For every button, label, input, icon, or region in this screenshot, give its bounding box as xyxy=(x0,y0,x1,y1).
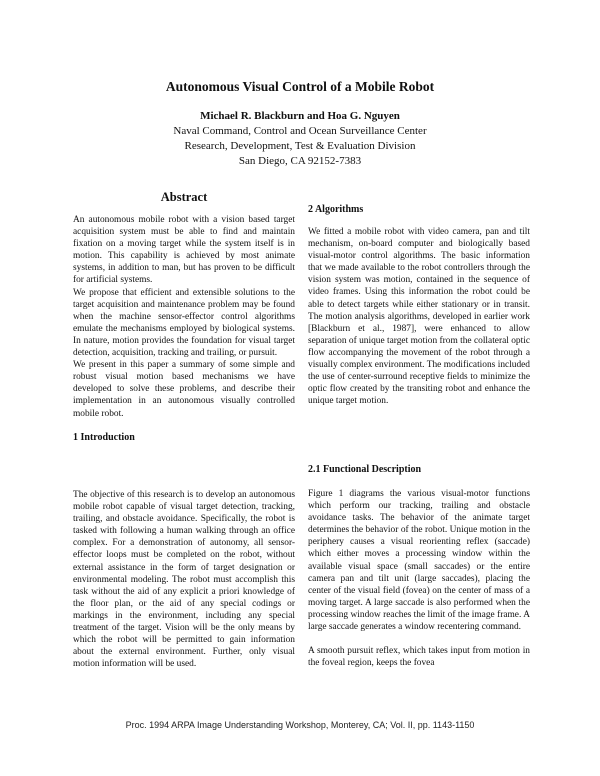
abstract-paragraph-3: We present in this paper a summary of some simple and robust visual motion based mechanisms we have developed to solve these problems, and describe their implementation in an autonomous visually controlled mobile robot. xyxy=(73,360,295,419)
algorithms-body xyxy=(308,226,530,407)
algorithms-heading: 2 Algorithms xyxy=(308,204,364,215)
functional-paragraph-1: Figure 1 diagrams the various visual-motor functions which perform our tracking, trailing and obstacle avoidance tasks. The behavior of the animate target determines the behavior of the robot. Unique motion in the periphery causes a visual reorienting reflex (saccade) which either moves a processing window within the available visual space (small saccades) or the entire camera pan and tilt unit (large saccades), placing the center of the visual field (fovea) on the center of mass of a moving target. A large saccade is also performed when the processing window reaches the limit of the image frame. A large saccade generates a window recentering command. xyxy=(308,489,530,633)
abstract-paragraph-1: An autonomous mobile robot with a vision based target acquisition system must be able to find and maintain fixation on a moving target while the system itself is in motion. This capability is achieved by most animate systems, in addition to man, but has proven to be difficult for artificial systems. xyxy=(73,215,295,286)
introduction-heading: 1 Introduction xyxy=(73,432,135,443)
affiliation-line-2: Research, Development, Test & Evaluation Division xyxy=(184,140,416,152)
page-footer-citation: Proc. 1994 ARPA Image Understanding Workshop, Monterey, CA; Vol. II, pp. 1143-1150 xyxy=(125,720,475,730)
affiliation-line-1: Naval Command, Control and Ocean Surveillance Center xyxy=(173,125,427,137)
affiliation-line-3: San Diego, CA 92152-7383 xyxy=(238,155,362,167)
functional-description-heading: 2.1 Functional Description xyxy=(308,464,422,475)
functional-description-body xyxy=(308,488,530,669)
abstract-heading: Abstract xyxy=(160,190,208,204)
paper-title: Autonomous Visual Control of a Mobile Robot xyxy=(165,79,435,94)
functional-paragraph-2: A smooth pursuit reflex, which takes input from motion in the foveal region, keeps the fovea xyxy=(308,646,530,669)
paper-authors: Michael R. Blackburn and Hoa G. Nguyen xyxy=(200,110,400,122)
algorithms-paragraph-1: We fitted a mobile robot with video camera, pan and tilt mechanism, on-board computer and biologically based visual-motor control algorithms. The basic information that we made available to the robot controllers through the vision system was motion, contained in the sequence of video frames. Using this information the robot could be able to detect targets while either stationary or in transit. The motion analysis algorithms, developed in earlier work [Blackburn et al., 1987], were enhanced to allow separation of unique target motion from the collateral optic flow accompanying the movement of the robot through a visually complex environment. The modifications included the use of center-surround receptive fields to minimize the optic flow created by the transiting robot and enhance the unique target motion. xyxy=(308,227,530,407)
introduction-paragraph-1: The objective of this research is to develop an autonomous mobile robot capable of visual target detection, tracking, trailing, and obstacle avoidance. Specifically, the robot is tasked with following a human walking through an office complex. For a demonstration of autonomy, all sensor-effector loops must be completed on the robot, without external assistance in the form of target designation or environmental modeling. The robot must accomplish this task without the aid of any explicit a priori knowledge of the floor plan, or the aid of any special codings or markings in the environment, including any special treatment of the target. Vision will be the only means by which the robot will be permitted to gain information about the external environment. Further, only visual motion information will be used. xyxy=(73,490,295,670)
abstract-body xyxy=(73,214,295,420)
introduction-body xyxy=(73,489,295,670)
abstract-paragraph-2: We propose that efficient and extensible solutions to the target acquisition and maintenance problem may be found when the machine sensor-effector control algorithms emulate the mechanisms employed by biological systems. In nature, motion provides the foundation for visual target detection, acquisition, tracking and trailing, or pursuit. xyxy=(73,287,295,359)
